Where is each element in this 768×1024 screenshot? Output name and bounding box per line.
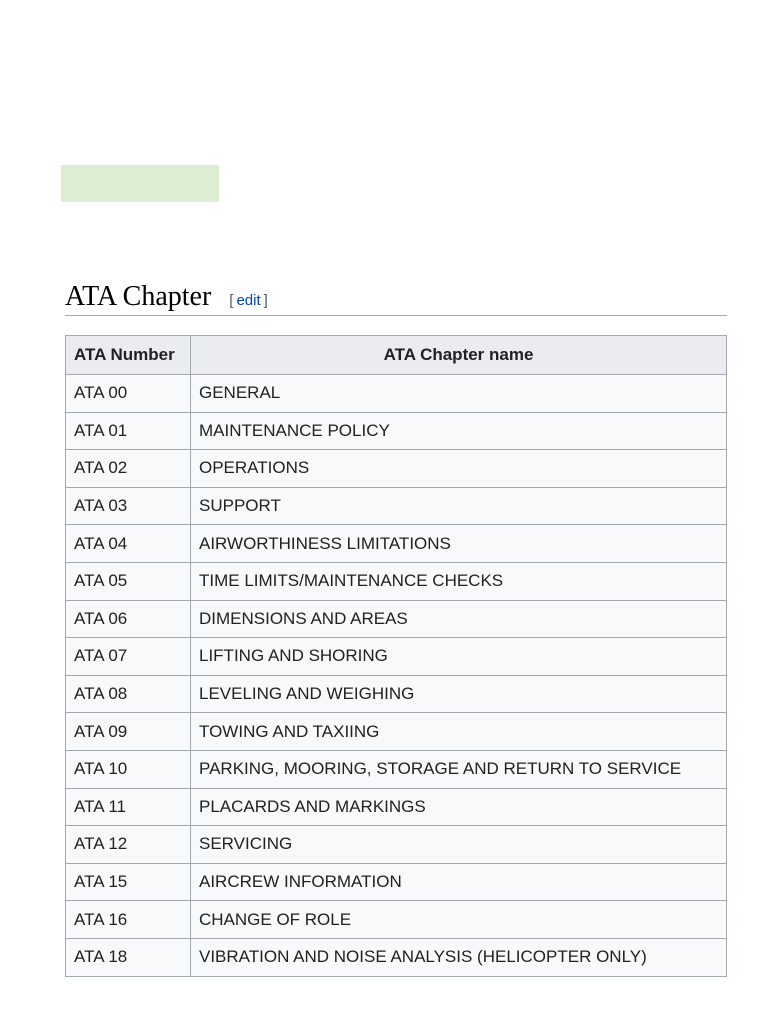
edit-section bbox=[229, 292, 268, 309]
chapter-name-cell: PLACARDS AND MARKINGS bbox=[191, 788, 727, 826]
chapter-name-cell: AIRWORTHINESS LIMITATIONS bbox=[191, 525, 727, 563]
table-header-row bbox=[66, 336, 727, 375]
section-title: ATA Chapter bbox=[65, 281, 212, 312]
chapter-name-cell: TOWING AND TAXIING bbox=[191, 713, 727, 751]
table-row bbox=[66, 788, 727, 826]
chapter-name-cell: TIME LIMITS/MAINTENANCE CHECKS bbox=[191, 562, 727, 600]
ata-number-cell: ATA 06 bbox=[66, 600, 191, 638]
table-row bbox=[66, 562, 727, 600]
column-header-chapter-name: ATA Chapter name bbox=[191, 336, 727, 375]
edit-bracket-close: ] bbox=[263, 292, 268, 309]
table-row bbox=[66, 375, 727, 413]
ata-number-cell: ATA 18 bbox=[66, 938, 191, 976]
ata-number-cell: ATA 03 bbox=[66, 487, 191, 525]
chapter-name-cell: OPERATIONS bbox=[191, 450, 727, 488]
chapter-name-cell: MAINTENANCE POLICY bbox=[191, 412, 727, 450]
edit-link[interactable]: edit bbox=[236, 292, 261, 309]
table-row bbox=[66, 638, 727, 676]
edit-bracket-open: [ bbox=[229, 292, 234, 309]
table-row bbox=[66, 713, 727, 751]
chapter-name-cell: AIRCREW INFORMATION bbox=[191, 863, 727, 901]
ata-number-cell: ATA 05 bbox=[66, 562, 191, 600]
ata-number-cell: ATA 02 bbox=[66, 450, 191, 488]
ata-number-cell: ATA 00 bbox=[66, 375, 191, 413]
table-row bbox=[66, 412, 727, 450]
chapter-name-cell: SUPPORT bbox=[191, 487, 727, 525]
ata-number-cell: ATA 09 bbox=[66, 713, 191, 751]
chapter-name-cell: SERVICING bbox=[191, 826, 727, 864]
column-header-ata-number: ATA Number bbox=[66, 336, 191, 375]
table-row bbox=[66, 487, 727, 525]
chapter-name-cell: VIBRATION AND NOISE ANALYSIS (HELICOPTER ONLY) bbox=[191, 938, 727, 976]
ata-number-cell: ATA 15 bbox=[66, 863, 191, 901]
table-row bbox=[66, 525, 727, 563]
ata-number-cell: ATA 04 bbox=[66, 525, 191, 563]
table-row bbox=[66, 826, 727, 864]
ata-number-cell: ATA 08 bbox=[66, 675, 191, 713]
ata-number-cell: ATA 11 bbox=[66, 788, 191, 826]
table-row bbox=[66, 675, 727, 713]
table-row bbox=[66, 938, 727, 976]
chapter-name-cell: GENERAL bbox=[191, 375, 727, 413]
chapter-name-cell: LEVELING AND WEIGHING bbox=[191, 675, 727, 713]
ata-number-cell: ATA 10 bbox=[66, 750, 191, 788]
table-row bbox=[66, 750, 727, 788]
chapter-name-cell: PARKING, MOORING, STORAGE AND RETURN TO SERVICE bbox=[191, 750, 727, 788]
table-row bbox=[66, 450, 727, 488]
table-row bbox=[66, 901, 727, 939]
section-heading bbox=[65, 278, 727, 316]
chapter-name-cell: DIMENSIONS AND AREAS bbox=[191, 600, 727, 638]
ata-number-cell: ATA 16 bbox=[66, 901, 191, 939]
ata-chapter-table bbox=[65, 335, 727, 977]
ata-number-cell: ATA 07 bbox=[66, 638, 191, 676]
chapter-name-cell: LIFTING AND SHORING bbox=[191, 638, 727, 676]
chapter-name-cell: CHANGE OF ROLE bbox=[191, 901, 727, 939]
table-row bbox=[66, 600, 727, 638]
ata-number-cell: ATA 12 bbox=[66, 826, 191, 864]
table-row bbox=[66, 863, 727, 901]
table-body bbox=[66, 375, 727, 977]
highlight-box bbox=[61, 165, 219, 202]
ata-number-cell: ATA 01 bbox=[66, 412, 191, 450]
